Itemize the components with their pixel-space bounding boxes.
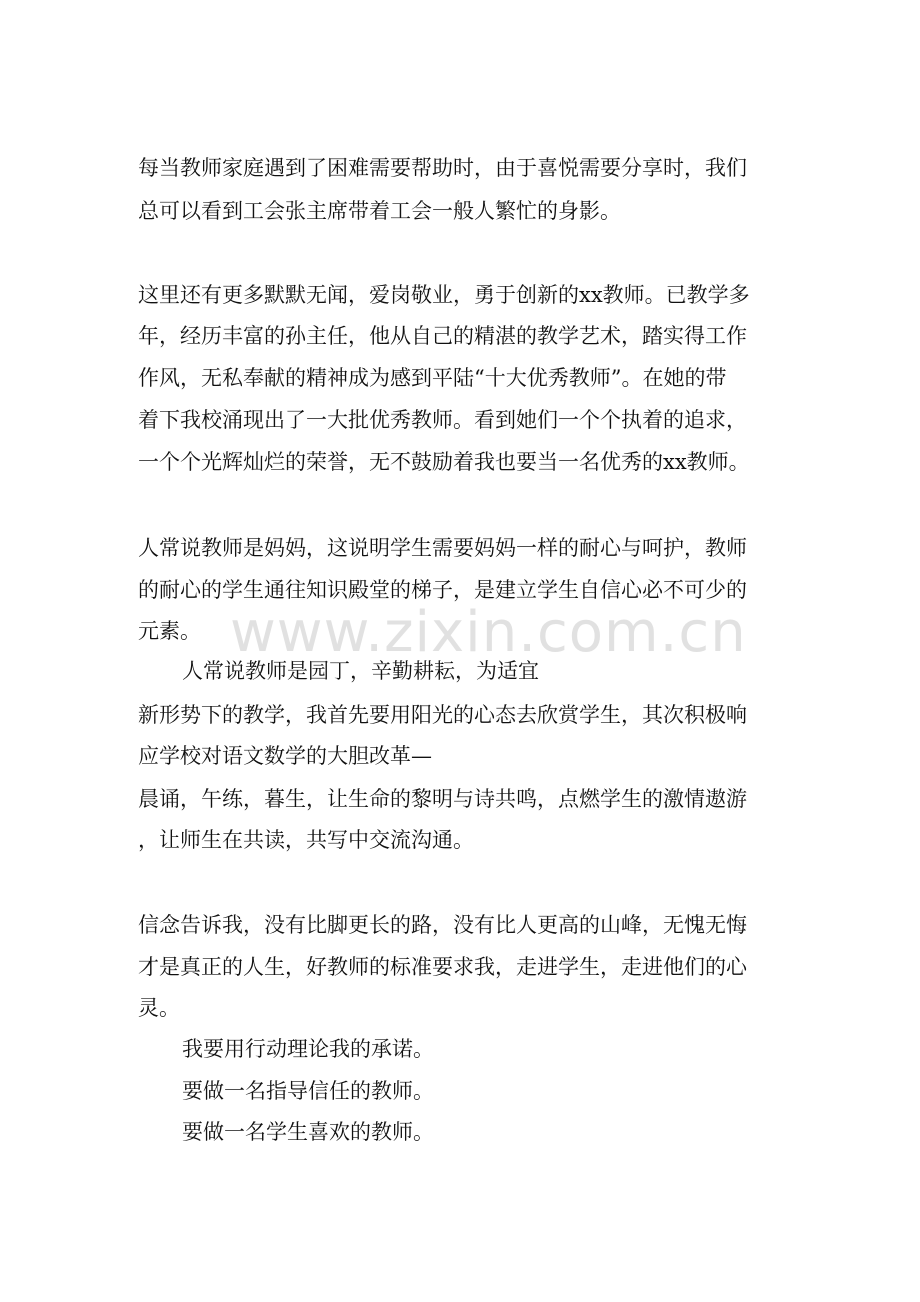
text-line: 作风，无私奉献的精神成为感到平陆“十大优秀教师”。在她的带 [138, 366, 727, 390]
text-line: 晨诵，午练，暮生，让生命的黎明与诗共鸣，点燃学生的激情遨游 [138, 787, 747, 811]
text-line: 信念告诉我，没有比脚更长的路，没有比人更高的山峰，无愧无悔 [138, 913, 747, 937]
text-line: 着下我校涌现出了一大批优秀教师。看到她们一个个执着的追求， [138, 408, 747, 432]
text-line: 要做一名学生喜欢的教师。 [182, 1120, 434, 1144]
text-line: 要做一名指导信任的教师。 [182, 1079, 434, 1103]
text-line: 才是真正的人生，好教师的标准要求我，走进学生，走进他们的心 [138, 955, 747, 979]
text-line: 灵。 [138, 996, 180, 1020]
text-line: 年，经历丰富的孙主任，他从自己的精湛的教学艺术，踏实得工作 [138, 324, 747, 348]
text-line: 应学校对语文数学的大胆改革— [138, 744, 432, 768]
text-line: 一个个光辉灿烂的荣誉，无不鼓励着我也要当一名优秀的xx教师。 [138, 450, 750, 474]
text-line: 总可以看到工会张主席带着工会一般人繁忙的身影。 [138, 199, 621, 223]
text-line: 人常说教师是妈妈，这说明学生需要妈妈一样的耐心与呵护，教师 [138, 536, 747, 560]
text-line: 元素。 [138, 619, 201, 643]
text-line: 这里还有更多默默无闻，爱岗敬业，勇于创新的xx教师。已教学多 [138, 283, 750, 307]
text-line: 新形势下的教学，我首先要用阳光的心态去欣赏学生，其次积极响 [138, 703, 747, 727]
text-line: 的耐心的学生通往知识殿堂的梯子，是建立学生自信心必不可少的 [138, 578, 747, 602]
text-line: 我要用行动理论我的承诺。 [182, 1037, 434, 1061]
watermark: www.zixin.com.cn [230, 600, 747, 665]
text-line: ，让师生在共读，共写中交流沟通。 [138, 828, 474, 852]
text-line: 每当教师家庭遇到了困难需要帮助时，由于喜悦需要分享时，我们 [138, 156, 747, 180]
text-line: 人常说教师是园丁，辛勤耕耘，为适宜 [182, 659, 539, 683]
